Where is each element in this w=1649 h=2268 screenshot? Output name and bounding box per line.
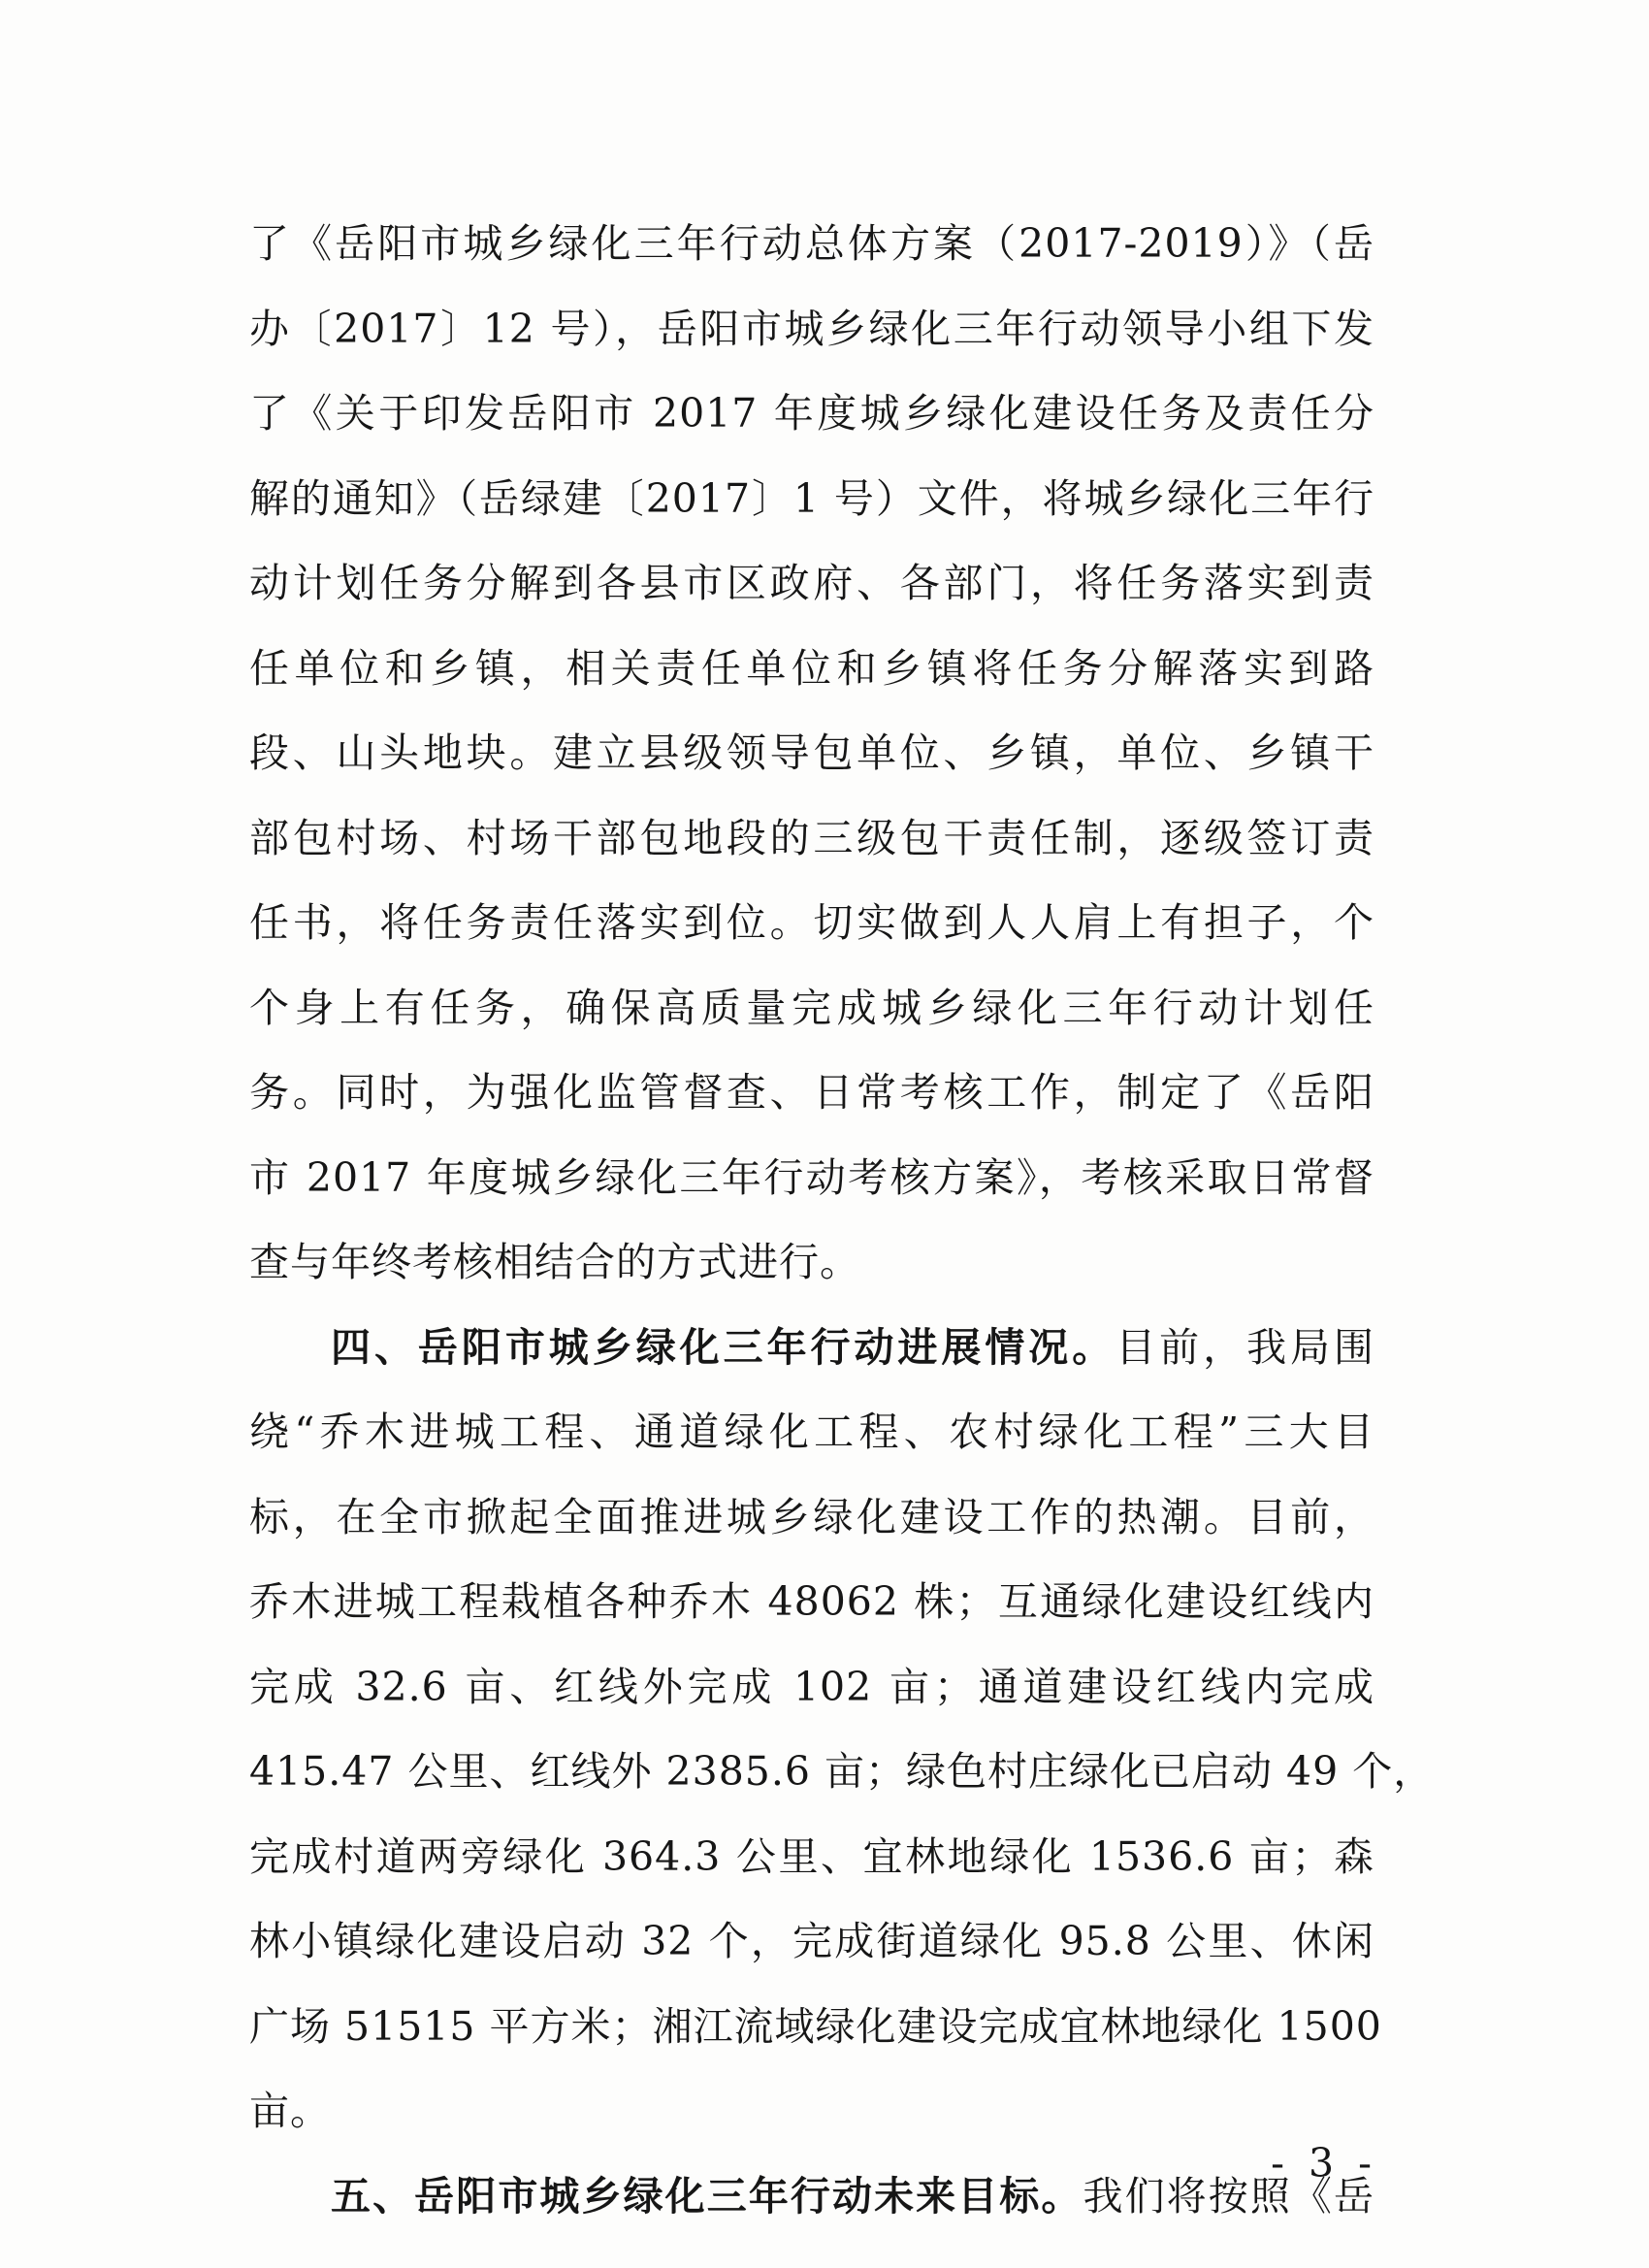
text-line: 了《岳阳市城乡绿化三年行动总体方案（2017-2019）》（岳 — [249, 220, 1374, 267]
text-line: 林小镇绿化建设启动 32 个，完成街道绿化 95.8 公里、休闲 — [249, 1918, 1374, 1964]
text-line: 办〔2017〕12 号），岳阳市城乡绿化三年行动领导小组下发 — [249, 305, 1374, 352]
text-line: 部包村场、村场干部包地段的三级包干责任制，逐级签订责 — [249, 814, 1374, 861]
text-line: 标，在全市掀起全面推进城乡绿化建设工作的热潮。目前， — [249, 1493, 1374, 1540]
section-heading-future-goals: 五、岳阳市城乡绿化三年行动未来目标。 — [331, 2172, 1083, 2219]
text-line: 个身上有任务，确保高质量完成城乡绿化三年行动计划任 — [249, 984, 1374, 1031]
text-line: 查与年终考核相结合的方式进行。 — [249, 1239, 860, 1285]
section-heading-line — [249, 2155, 1374, 2240]
text-line: 完成村道两旁绿化 364.3 公里、宜林地绿化 1536.6 亩；森 — [249, 1832, 1374, 1880]
section-heading-line — [249, 1306, 1374, 1391]
paragraph-progress — [249, 1306, 1435, 2155]
paragraph-future-goals — [249, 2155, 1374, 2240]
text-line: 任书，将任务责任落实到位。切实做到人人肩上有担子，个 — [249, 899, 1374, 946]
text-line: 完成 32.6 亩、红线外完成 102 亩；通道建设红线内完成 — [249, 1663, 1374, 1710]
text-line: 段、山头地块。建立县级领导包单位、乡镇，单位、乡镇干 — [249, 729, 1374, 776]
paragraph-implementation — [249, 202, 1374, 1306]
text-line: 市 2017 年度城乡绿化三年行动考核方案》，考核采取日常督 — [249, 1153, 1374, 1201]
text-line: 亩。 — [249, 2088, 331, 2134]
text-line: 务。同时，为强化监管督查、日常考核工作，制定了《岳阳 — [249, 1069, 1374, 1116]
text-line: 动计划任务分解到各县市区政府、各部门，将任务落实到责 — [249, 560, 1374, 606]
text-line-continuation: 我们将按照《岳 — [1083, 2172, 1374, 2219]
text-line: 乔木进城工程栽植各种乔木 48062 株；互通绿化建设红线内 — [249, 1578, 1374, 1625]
section-heading-progress: 四、岳阳市城乡绿化三年行动进展情况。 — [331, 1323, 1116, 1371]
text-line: 任单位和乡镇，相关责任单位和乡镇将任务分解落实到路 — [249, 644, 1374, 692]
page-number: - 3 - — [1271, 2140, 1377, 2187]
text-line: 解的通知》（岳绿建〔2017〕1 号）文件，将城乡绿化三年行 — [249, 474, 1374, 522]
text-line-continuation: 目前，我局围 — [1116, 1323, 1375, 1371]
text-line: 绕“乔木进城工程、通道绿化工程、农村绿化工程”三大目 — [249, 1409, 1374, 1455]
text-line: 415.47 公里、红线外 2385.6 亩；绿色村庄绿化已启动 49 个， — [249, 1748, 1435, 1795]
body-text — [249, 202, 1435, 2239]
text-line: 广场 51515 平方米；湘江流域绿化建设完成宜林地绿化 1500 — [249, 2002, 1382, 2050]
text-line: 了《关于印发岳阳市 2017 年度城乡绿化建设任务及责任分 — [249, 390, 1374, 437]
